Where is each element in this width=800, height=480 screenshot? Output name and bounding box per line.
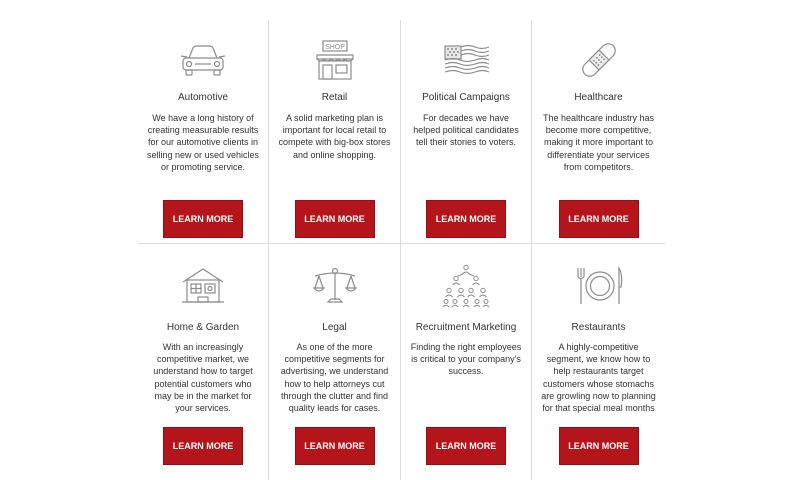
card-title: Home & Garden (166, 322, 240, 333)
industries-grid (138, 20, 665, 480)
learn-more-button-political-campaigns[interactable]: LEARN MORE (426, 200, 506, 238)
car-icon (138, 36, 268, 84)
card-automotive (138, 20, 269, 244)
card-healthcare (532, 20, 665, 244)
house-icon (138, 262, 268, 310)
card-description: A highly-competitive segment, we know how to help restaurants target customers whose stomachs are growling now to planning for that special meal months (541, 342, 656, 414)
card-description: We have a long history of creating measurable results for our automotive clients in selling new or used vehicles or promoting service. (146, 113, 260, 172)
flag-icon (401, 36, 531, 84)
card-title: Retail (321, 92, 348, 103)
shop-icon (269, 36, 400, 84)
card-description: As one of the more competitive segments for advertising, we understand how to help attorneys cut through the clutter and find quality leads for cases. (280, 342, 389, 414)
card-description: With an increasingly competitive market, we understand how to target potential customers who may be in the market for your services. (153, 342, 253, 414)
card-title: Legal (322, 322, 347, 333)
card-title: Healthcare (574, 92, 623, 103)
card-recruitment-marketing (401, 244, 532, 480)
learn-more-button-healthcare[interactable]: LEARN MORE (559, 200, 639, 238)
learn-more-button-legal[interactable]: LEARN MORE (295, 427, 375, 465)
learn-more-button-restaurants[interactable]: LEARN MORE (559, 427, 639, 465)
shop-sign-text: SHOP (324, 44, 345, 51)
card-description: Finding the right employees is critical to your company's success. (410, 342, 522, 377)
learn-more-button-recruitment-marketing[interactable]: LEARN MORE (426, 427, 506, 465)
card-title: Political Campaigns (422, 92, 510, 103)
card-home-garden (138, 244, 269, 480)
card-restaurants (532, 244, 665, 480)
card-description: A solid marketing plan is important for local retail to compete with big-box stores and online shopping. (278, 113, 391, 160)
card-title: Automotive (177, 92, 229, 103)
card-description: For decades we have helped political candidates tell their stories to voters. (413, 113, 519, 148)
learn-more-button-automotive[interactable]: LEARN MORE (163, 200, 243, 238)
learn-more-button-retail[interactable]: LEARN MORE (295, 200, 375, 238)
scales-icon (269, 262, 400, 310)
card-retail (269, 20, 401, 244)
card-title: Restaurants (571, 322, 626, 333)
card-description: The healthcare industry has become more competitive, making it more important to differentiate your services from competitors. (542, 113, 655, 172)
org-chart-icon (401, 262, 531, 310)
card-political-campaigns (401, 20, 532, 244)
card-title: Recruitment Marketing (415, 322, 517, 333)
bandage-icon (532, 36, 665, 84)
learn-more-button-home-garden[interactable]: LEARN MORE (163, 427, 243, 465)
card-legal (269, 244, 401, 480)
place-setting-icon (532, 262, 665, 310)
